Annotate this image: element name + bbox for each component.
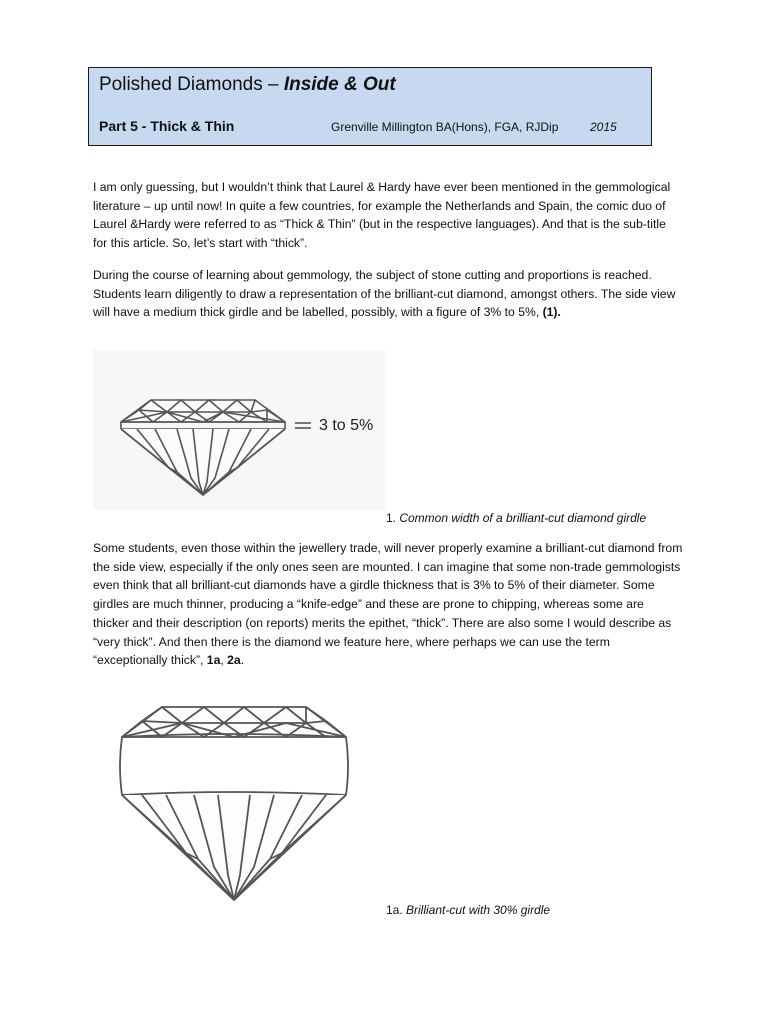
article-header — [88, 67, 652, 146]
figure-1-diamond-drawing — [93, 350, 385, 510]
paragraph-3-separator: , — [220, 653, 228, 668]
figure-1-caption-number: 1. — [386, 511, 400, 525]
paragraph-2 — [93, 266, 683, 322]
paragraph-2-text: During the course of learning about gemmology, the subject of stone cutting and proportions is reached. Students learn diligently to draw a representation of the brilliant-cut diamond, amongst others. The side view will have a medium thick girdle and be labelled, possibly, with a figure of 3% to 5%, — [93, 268, 676, 320]
paragraph-3-end: . — [240, 653, 245, 668]
figure-1a-diamond-drawing — [110, 695, 365, 910]
girdle-width-label: 3 to 5% — [319, 417, 374, 434]
title-main: Polished Diamonds – — [99, 74, 284, 95]
paragraph-1: I am only guessing, but I wouldn’t think that Laurel & Hardy have ever been mentioned in the gemmological literature – up until now! In quite a few countries, for example the Netherlands and Spain, the comic duo of Laurel &Hardy were referred to as “Thick & Thin” (but in the respective languages). And that is the sub-title for this article. So, let’s start with “thick”. — [93, 180, 671, 251]
figure-1a-caption-text: Brilliant-cut with 30% girdle — [406, 903, 551, 917]
part-label: Part 5 - Thick & Thin — [99, 118, 235, 134]
year: 2015 — [590, 120, 617, 134]
title-italic: Inside & Out — [283, 74, 396, 95]
figure-ref-1: (1). — [542, 305, 561, 320]
paragraph-3-text: Some students, even those within the jewellery trade, will never properly examine a brilliant-cut diamond from the side view, especially if the only ones seen are mounted. I can imagine that some non-trade gemmologists even think that all brilliant-cut diamonds have a girdle thickness that is 3% to 5% of their diameter. Some girdles are much thinner, producing a “knife-edge” and these are prone to chipping, whereas some are thicker and their description (on reports) merits the epithet, “thick”. There are also some I would describe as “very thick”. And then there is the diamond we feature here, where perhaps we can use the term “exceptionally thick”, — [93, 541, 683, 668]
figure-1-caption — [386, 511, 646, 525]
figure-ref-1a: 1a — [206, 653, 221, 668]
figure-1-caption-text: Common width of a brilliant-cut diamond girdle — [399, 511, 647, 525]
figure-ref-2a: 2a — [227, 653, 241, 668]
paragraph-3 — [93, 539, 683, 670]
figure-1a-caption-number: 1a. — [386, 903, 407, 917]
figure-1a-caption — [386, 903, 550, 917]
author: Grenville Millington BA(Hons), FGA, RJDip — [331, 120, 559, 134]
article-title — [99, 74, 396, 96]
